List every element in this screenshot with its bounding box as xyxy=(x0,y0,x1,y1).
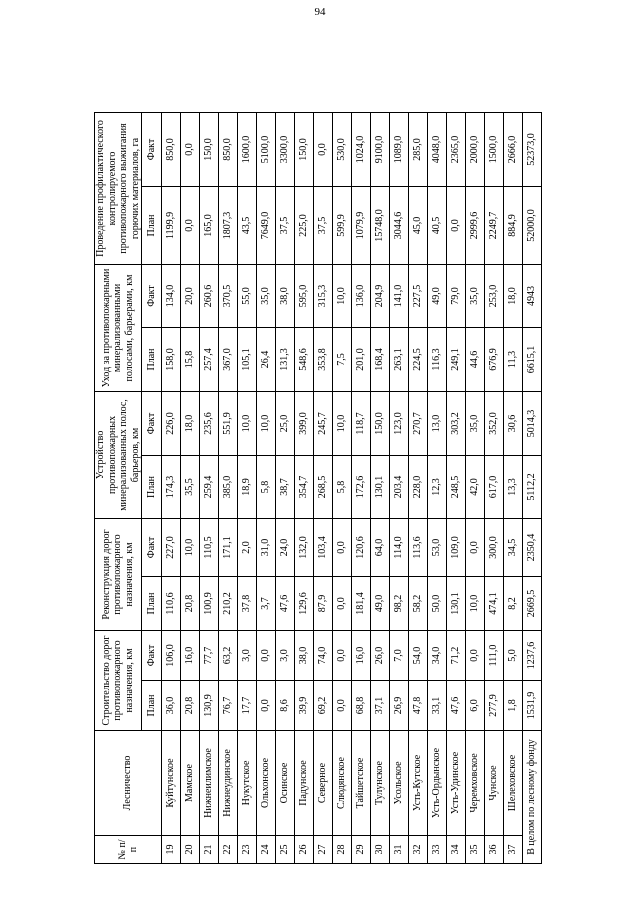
value-cell: 850,0 xyxy=(162,112,181,186)
value-cell: 13,0 xyxy=(428,391,447,455)
header-controlled-burning: Проведение профилактического контролируемого противопожарного выжигания горючих материалов, га xyxy=(95,112,142,264)
value-cell: 111,0 xyxy=(485,630,504,680)
value-cell: 2249,7 xyxy=(485,186,504,264)
value-cell: 110,6 xyxy=(162,576,181,630)
value-cell: 87,9 xyxy=(314,576,333,630)
forestry-name: Усольское xyxy=(390,731,409,836)
forestry-name: Мамское xyxy=(181,731,200,836)
value-cell: 49,0 xyxy=(371,576,390,630)
row-number: 33 xyxy=(428,836,447,864)
total-value-cell: 5112,2 xyxy=(523,455,542,518)
table-row xyxy=(409,112,428,863)
value-cell: 1807,3 xyxy=(219,186,238,264)
row-number: 23 xyxy=(238,836,257,864)
total-value-cell: 1237,6 xyxy=(523,630,542,680)
row-number: 22 xyxy=(219,836,238,864)
value-cell: 474,1 xyxy=(485,576,504,630)
header-road-reconstruction: Реконструкция дорог противопожарного назначения, км xyxy=(95,518,142,630)
value-cell: 257,4 xyxy=(200,327,219,391)
value-cell: 2000,0 xyxy=(466,112,485,186)
value-cell: 58,2 xyxy=(409,576,428,630)
value-cell: 35,5 xyxy=(181,455,200,518)
table-row xyxy=(276,112,295,863)
value-cell: 530,0 xyxy=(333,112,352,186)
value-cell: 16,0 xyxy=(181,630,200,680)
header-plan: План xyxy=(142,186,162,264)
value-cell: 226,0 xyxy=(162,391,181,455)
value-cell: 47,6 xyxy=(447,681,466,731)
value-cell: 71,2 xyxy=(447,630,466,680)
value-cell: 158,0 xyxy=(162,327,181,391)
value-cell: 7,5 xyxy=(333,327,352,391)
value-cell: 884,9 xyxy=(504,186,523,264)
row-number: 20 xyxy=(181,836,200,864)
header-fact: Факт xyxy=(142,518,162,576)
row-number: 36 xyxy=(485,836,504,864)
value-cell: 245,7 xyxy=(314,391,333,455)
header-fact: Факт xyxy=(142,264,162,327)
value-cell: 3044,6 xyxy=(390,186,409,264)
value-cell: 43,5 xyxy=(238,186,257,264)
forestry-name: Осинское xyxy=(276,731,295,836)
value-cell: 1024,0 xyxy=(352,112,371,186)
value-cell: 0,0 xyxy=(447,186,466,264)
header-plan: План xyxy=(142,327,162,391)
forestry-name: Нижнеилимское xyxy=(200,731,219,836)
value-cell: 76,7 xyxy=(219,681,238,731)
header-num: № п/п xyxy=(95,836,162,864)
value-cell: 0,0 xyxy=(466,518,485,576)
value-cell: 53,0 xyxy=(428,518,447,576)
value-cell: 26,4 xyxy=(257,327,276,391)
table-row xyxy=(238,112,257,863)
row-number: 25 xyxy=(276,836,295,864)
value-cell: 263,1 xyxy=(390,327,409,391)
forestry-name: Куйтунское xyxy=(162,731,181,836)
forestry-name: Падунское xyxy=(295,731,314,836)
value-cell: 225,0 xyxy=(295,186,314,264)
forestry-name: Тулунское xyxy=(371,731,390,836)
forestry-name: Нижнеудинское xyxy=(219,731,238,836)
header-row-groups xyxy=(95,112,142,863)
value-cell: 105,1 xyxy=(238,327,257,391)
header-fact: Факт xyxy=(142,630,162,680)
value-cell: 370,5 xyxy=(219,264,238,327)
value-cell: 181,4 xyxy=(352,576,371,630)
forest-fire-measures-table xyxy=(94,112,542,864)
total-value-cell: 2350,4 xyxy=(523,518,542,576)
value-cell: 130,1 xyxy=(371,455,390,518)
forestry-name: Шелеховское xyxy=(504,731,523,836)
header-plan: План xyxy=(142,681,162,731)
value-cell: 617,0 xyxy=(485,455,504,518)
rotated-table-container xyxy=(94,113,542,864)
value-cell: 1199,9 xyxy=(162,186,181,264)
value-cell: 109,0 xyxy=(447,518,466,576)
value-cell: 16,0 xyxy=(352,630,371,680)
value-cell: 270,7 xyxy=(409,391,428,455)
header-fact: Факт xyxy=(142,391,162,455)
table-row xyxy=(295,112,314,863)
value-cell: 1500,0 xyxy=(485,112,504,186)
value-cell: 235,6 xyxy=(200,391,219,455)
value-cell: 7649,0 xyxy=(257,186,276,264)
forestry-name: Ольхонское xyxy=(257,731,276,836)
value-cell: 150,0 xyxy=(200,112,219,186)
value-cell: 249,1 xyxy=(447,327,466,391)
value-cell: 203,4 xyxy=(390,455,409,518)
value-cell: 12,3 xyxy=(428,455,447,518)
value-cell: 131,3 xyxy=(276,327,295,391)
value-cell: 5,8 xyxy=(333,455,352,518)
value-cell: 18,0 xyxy=(504,264,523,327)
header-plan: План xyxy=(142,576,162,630)
value-cell: 10,0 xyxy=(333,264,352,327)
value-cell: 0,0 xyxy=(181,112,200,186)
value-cell: 0,0 xyxy=(314,112,333,186)
row-number: 27 xyxy=(314,836,333,864)
value-cell: 36,0 xyxy=(162,681,181,731)
value-cell: 676,9 xyxy=(485,327,504,391)
value-cell: 850,0 xyxy=(219,112,238,186)
value-cell: 0,0 xyxy=(466,630,485,680)
table-row xyxy=(428,112,447,863)
table-row xyxy=(371,112,390,863)
value-cell: 77,7 xyxy=(200,630,219,680)
value-cell: 141,0 xyxy=(390,264,409,327)
value-cell: 47,6 xyxy=(276,576,295,630)
value-cell: 45,0 xyxy=(409,186,428,264)
value-cell: 114,0 xyxy=(390,518,409,576)
value-cell: 227,0 xyxy=(162,518,181,576)
table-row xyxy=(219,112,238,863)
total-value-cell: 5014,3 xyxy=(523,391,542,455)
value-cell: 3,0 xyxy=(276,630,295,680)
value-cell: 8,2 xyxy=(504,576,523,630)
value-cell: 50,0 xyxy=(428,576,447,630)
value-cell: 130,1 xyxy=(447,576,466,630)
value-cell: 171,1 xyxy=(219,518,238,576)
forestry-name: Усть-Ордынское xyxy=(428,731,447,836)
value-cell: 37,5 xyxy=(314,186,333,264)
value-cell: 134,0 xyxy=(162,264,181,327)
value-cell: 26,0 xyxy=(371,630,390,680)
table-row xyxy=(162,112,181,863)
value-cell: 3,0 xyxy=(238,630,257,680)
total-value-cell: 52000,0 xyxy=(523,186,542,264)
total-value-cell: 4943 xyxy=(523,264,542,327)
value-cell: 47,8 xyxy=(409,681,428,731)
value-cell: 2,0 xyxy=(238,518,257,576)
row-number: 30 xyxy=(371,836,390,864)
value-cell: 150,0 xyxy=(295,112,314,186)
value-cell: 0,0 xyxy=(333,630,352,680)
value-cell: 0,0 xyxy=(257,630,276,680)
value-cell: 354,7 xyxy=(295,455,314,518)
value-cell: 8,6 xyxy=(276,681,295,731)
value-cell: 38,7 xyxy=(276,455,295,518)
value-cell: 227,5 xyxy=(409,264,428,327)
value-cell: 1089,0 xyxy=(390,112,409,186)
value-cell: 69,2 xyxy=(314,681,333,731)
value-cell: 38,0 xyxy=(276,264,295,327)
value-cell: 13,3 xyxy=(504,455,523,518)
row-number: 24 xyxy=(257,836,276,864)
value-cell: 10,0 xyxy=(238,391,257,455)
value-cell: 49,0 xyxy=(428,264,447,327)
value-cell: 210,2 xyxy=(219,576,238,630)
value-cell: 204,9 xyxy=(371,264,390,327)
value-cell: 599,9 xyxy=(333,186,352,264)
value-cell: 367,0 xyxy=(219,327,238,391)
value-cell: 253,0 xyxy=(485,264,504,327)
row-number: 34 xyxy=(447,836,466,864)
value-cell: 3300,0 xyxy=(276,112,295,186)
row-number: 29 xyxy=(352,836,371,864)
value-cell: 548,6 xyxy=(295,327,314,391)
table-body xyxy=(162,112,542,863)
header-firebreak-installation: Устройство противопожарных минерализованных полос, барьеров, км xyxy=(95,391,142,518)
value-cell: 10,0 xyxy=(333,391,352,455)
value-cell: 228,0 xyxy=(409,455,428,518)
total-value-cell: 2669,5 xyxy=(523,576,542,630)
value-cell: 103,4 xyxy=(314,518,333,576)
forestry-name: Слюдянское xyxy=(333,731,352,836)
value-cell: 9100,0 xyxy=(371,112,390,186)
forestry-name: Усть-Кутское xyxy=(409,731,428,836)
value-cell: 150,0 xyxy=(371,391,390,455)
page-number: 94 xyxy=(314,6,326,18)
value-cell: 15,8 xyxy=(181,327,200,391)
value-cell: 168,4 xyxy=(371,327,390,391)
row-number: 26 xyxy=(295,836,314,864)
value-cell: 136,0 xyxy=(352,264,371,327)
table-row xyxy=(352,112,371,863)
value-cell: 116,3 xyxy=(428,327,447,391)
value-cell: 35,0 xyxy=(466,264,485,327)
row-number: 28 xyxy=(333,836,352,864)
value-cell: 352,0 xyxy=(485,391,504,455)
forestry-name: Северное xyxy=(314,731,333,836)
value-cell: 54,0 xyxy=(409,630,428,680)
value-cell: 18,0 xyxy=(181,391,200,455)
value-cell: 315,3 xyxy=(314,264,333,327)
value-cell: 38,0 xyxy=(295,630,314,680)
value-cell: 17,7 xyxy=(238,681,257,731)
forestry-name: Усть-Удинское xyxy=(447,731,466,836)
value-cell: 37,8 xyxy=(238,576,257,630)
table-row xyxy=(333,112,352,863)
value-cell: 0,0 xyxy=(333,518,352,576)
value-cell: 129,6 xyxy=(295,576,314,630)
value-cell: 0,0 xyxy=(333,576,352,630)
value-cell: 0,0 xyxy=(257,681,276,731)
table-row xyxy=(447,112,466,863)
forestry-name: Нукутское xyxy=(238,731,257,836)
value-cell: 2999,6 xyxy=(466,186,485,264)
value-cell: 33,1 xyxy=(428,681,447,731)
value-cell: 5,0 xyxy=(504,630,523,680)
value-cell: 595,0 xyxy=(295,264,314,327)
total-value-cell: 52373,0 xyxy=(523,112,542,186)
row-number: 37 xyxy=(504,836,523,864)
value-cell: 1,8 xyxy=(504,681,523,731)
value-cell: 10,0 xyxy=(257,391,276,455)
value-cell: 303,2 xyxy=(447,391,466,455)
value-cell: 26,9 xyxy=(390,681,409,731)
total-value-cell: 1531,9 xyxy=(523,681,542,731)
value-cell: 34,0 xyxy=(428,630,447,680)
value-cell: 30,6 xyxy=(504,391,523,455)
value-cell: 1600,0 xyxy=(238,112,257,186)
value-cell: 385,0 xyxy=(219,455,238,518)
value-cell: 2666,0 xyxy=(504,112,523,186)
row-number: 19 xyxy=(162,836,181,864)
value-cell: 120,6 xyxy=(352,518,371,576)
value-cell: 98,2 xyxy=(390,576,409,630)
value-cell: 106,0 xyxy=(162,630,181,680)
value-cell: 201,0 xyxy=(352,327,371,391)
value-cell: 11,3 xyxy=(504,327,523,391)
value-cell: 285,0 xyxy=(409,112,428,186)
forestry-name: Чунское xyxy=(485,731,504,836)
table-row xyxy=(390,112,409,863)
total-row xyxy=(523,112,542,863)
header-forestry: Лесничество xyxy=(95,731,162,836)
table-row xyxy=(257,112,276,863)
value-cell: 44,6 xyxy=(466,327,485,391)
value-cell: 259,4 xyxy=(200,455,219,518)
table-row xyxy=(200,112,219,863)
value-cell: 10,0 xyxy=(466,576,485,630)
value-cell: 118,7 xyxy=(352,391,371,455)
value-cell: 42,0 xyxy=(466,455,485,518)
value-cell: 260,6 xyxy=(200,264,219,327)
table-row xyxy=(504,112,523,863)
value-cell: 132,0 xyxy=(295,518,314,576)
value-cell: 55,0 xyxy=(238,264,257,327)
value-cell: 74,0 xyxy=(314,630,333,680)
value-cell: 25,0 xyxy=(276,391,295,455)
table-row xyxy=(466,112,485,863)
value-cell: 6,0 xyxy=(466,681,485,731)
value-cell: 40,5 xyxy=(428,186,447,264)
value-cell: 5100,0 xyxy=(257,112,276,186)
forestry-name: Тайшетское xyxy=(352,731,371,836)
value-cell: 224,5 xyxy=(409,327,428,391)
value-cell: 15748,0 xyxy=(371,186,390,264)
value-cell: 20,0 xyxy=(181,264,200,327)
value-cell: 165,0 xyxy=(200,186,219,264)
value-cell: 172,6 xyxy=(352,455,371,518)
row-number: 32 xyxy=(409,836,428,864)
value-cell: 0,0 xyxy=(181,186,200,264)
row-number: 21 xyxy=(200,836,219,864)
value-cell: 4048,0 xyxy=(428,112,447,186)
value-cell: 35,0 xyxy=(466,391,485,455)
value-cell: 100,9 xyxy=(200,576,219,630)
value-cell: 277,9 xyxy=(485,681,504,731)
value-cell: 34,5 xyxy=(504,518,523,576)
value-cell: 268,5 xyxy=(314,455,333,518)
value-cell: 20,8 xyxy=(181,576,200,630)
value-cell: 68,8 xyxy=(352,681,371,731)
row-number: 31 xyxy=(390,836,409,864)
value-cell: 551,9 xyxy=(219,391,238,455)
value-cell: 399,0 xyxy=(295,391,314,455)
value-cell: 113,6 xyxy=(409,518,428,576)
table-row xyxy=(314,112,333,863)
value-cell: 123,0 xyxy=(390,391,409,455)
value-cell: 24,0 xyxy=(276,518,295,576)
value-cell: 37,1 xyxy=(371,681,390,731)
value-cell: 7,0 xyxy=(390,630,409,680)
header-fact: Факт xyxy=(142,112,162,186)
value-cell: 20,8 xyxy=(181,681,200,731)
forestry-name: Черемховское xyxy=(466,731,485,836)
value-cell: 174,3 xyxy=(162,455,181,518)
header-plan: План xyxy=(142,455,162,518)
value-cell: 63,2 xyxy=(219,630,238,680)
table-row xyxy=(181,112,200,863)
value-cell: 110,5 xyxy=(200,518,219,576)
value-cell: 79,0 xyxy=(447,264,466,327)
value-cell: 18,9 xyxy=(238,455,257,518)
table-row xyxy=(485,112,504,863)
value-cell: 248,5 xyxy=(447,455,466,518)
header-road-construction: Строительство дорог противопожарного назначения, км xyxy=(95,630,142,730)
value-cell: 300,0 xyxy=(485,518,504,576)
row-number: 35 xyxy=(466,836,485,864)
value-cell: 3,7 xyxy=(257,576,276,630)
value-cell: 0,0 xyxy=(333,681,352,731)
value-cell: 130,9 xyxy=(200,681,219,731)
value-cell: 5,8 xyxy=(257,455,276,518)
value-cell: 37,5 xyxy=(276,186,295,264)
value-cell: 10,0 xyxy=(181,518,200,576)
total-value-cell: 6615,1 xyxy=(523,327,542,391)
total-label: В целом по лесному фонду xyxy=(523,731,542,864)
value-cell: 353,8 xyxy=(314,327,333,391)
value-cell: 31,0 xyxy=(257,518,276,576)
value-cell: 35,0 xyxy=(257,264,276,327)
value-cell: 2365,0 xyxy=(447,112,466,186)
value-cell: 39,9 xyxy=(295,681,314,731)
value-cell: 1079,9 xyxy=(352,186,371,264)
value-cell: 64,0 xyxy=(371,518,390,576)
header-firebreak-maintenance: Уход за противопожарными минерализованными полосами, барьерами, км xyxy=(95,264,142,391)
